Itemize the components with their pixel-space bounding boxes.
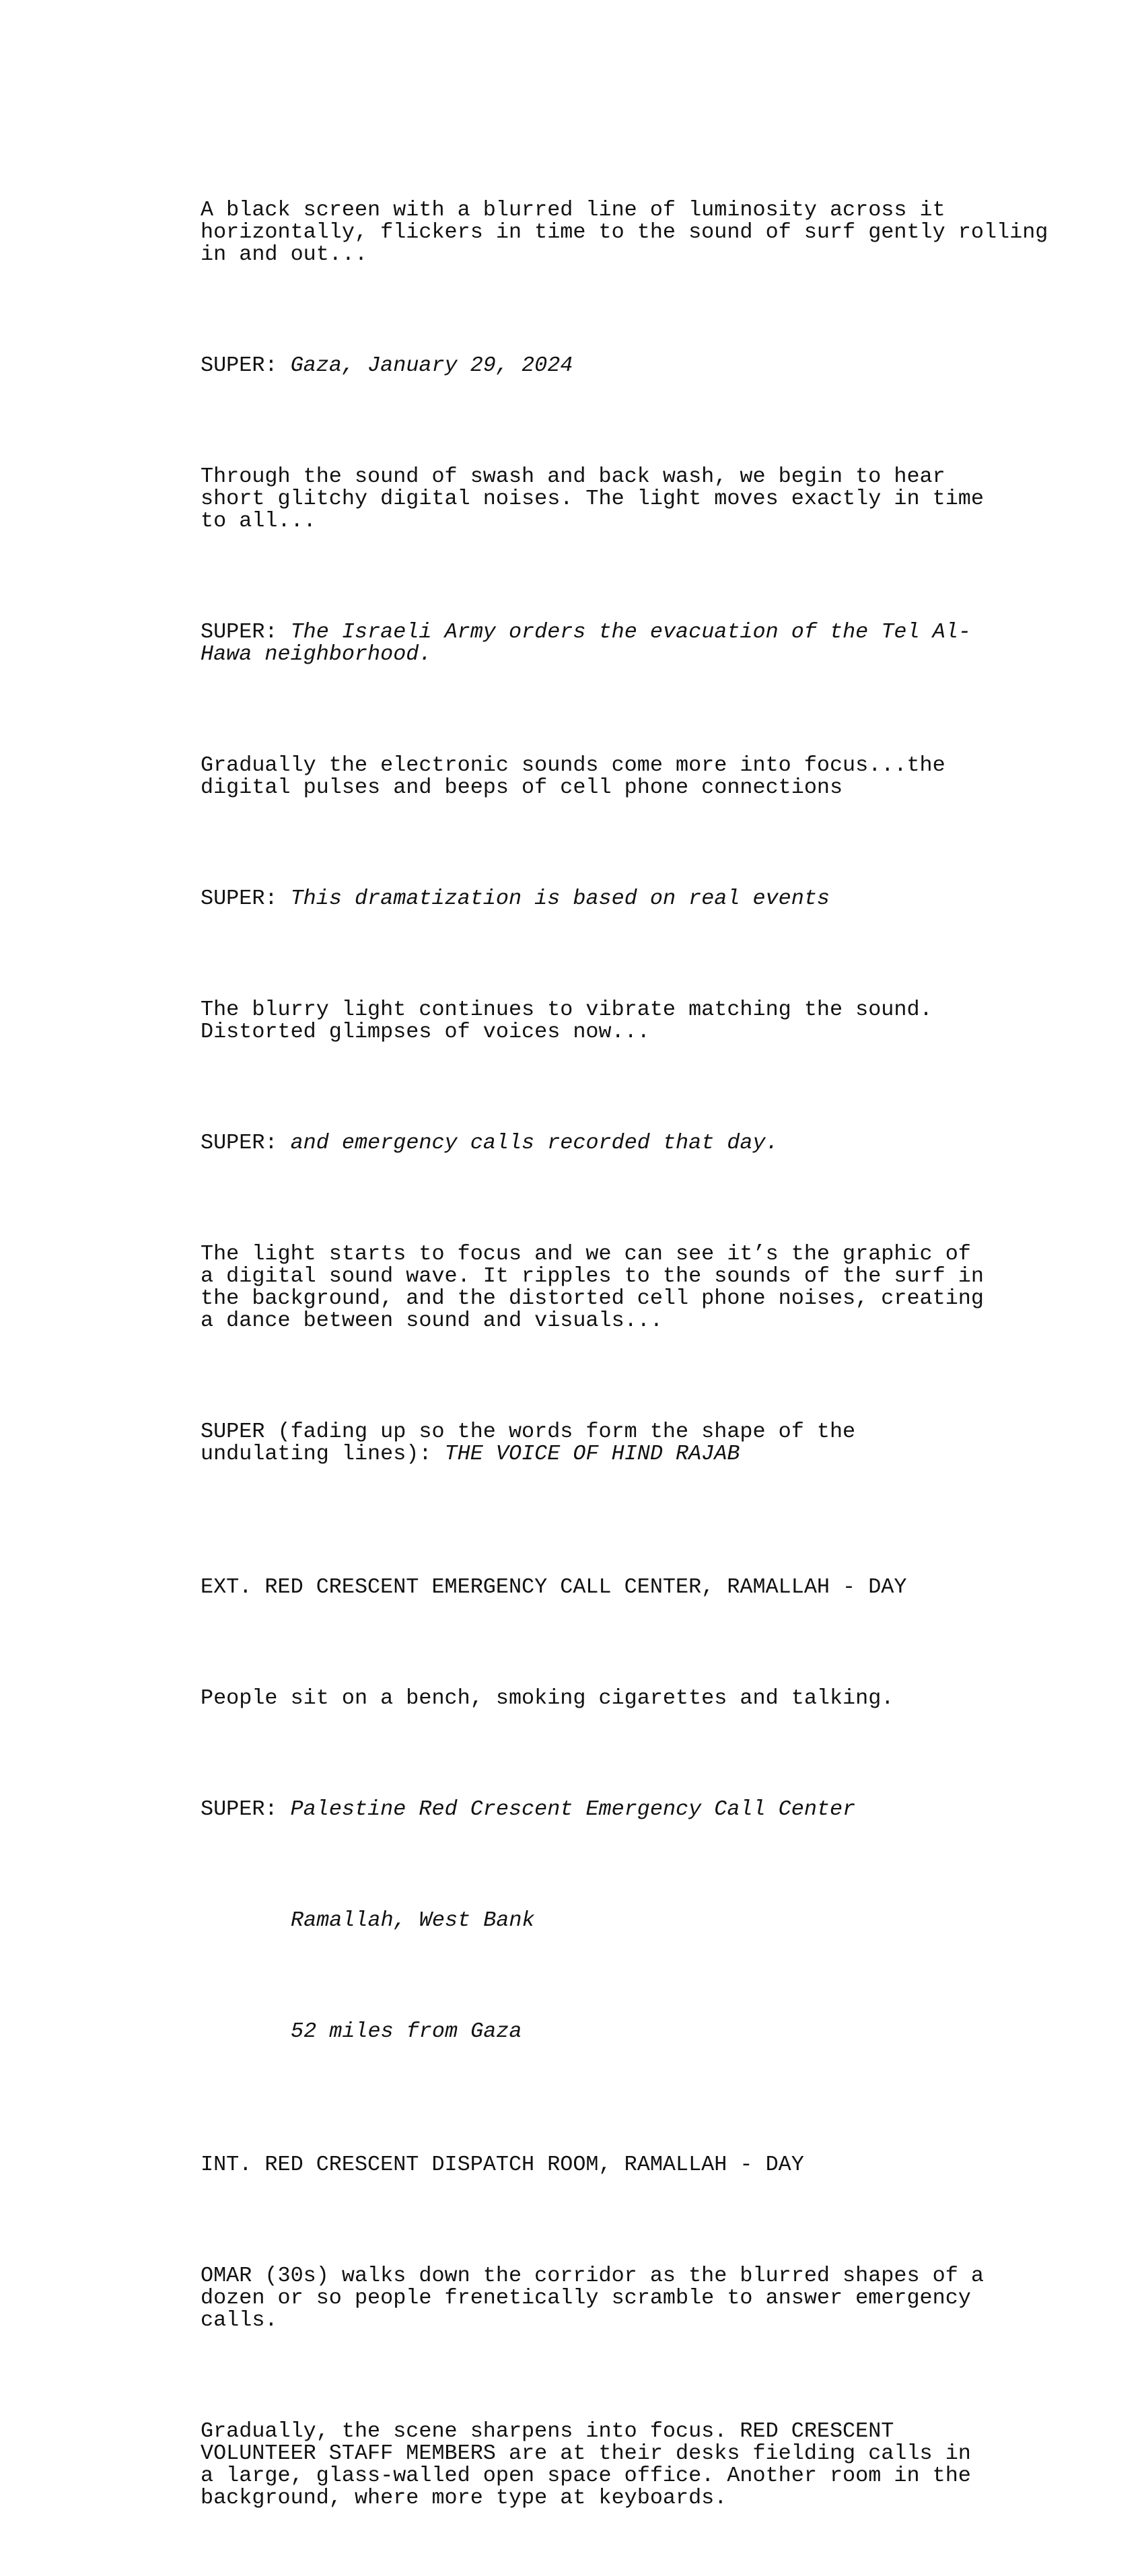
super-caption [201,1799,1075,1821]
super-continuation: 52 miles from Gaza [291,2019,522,2044]
screenplay-page [201,133,1075,2576]
super-text: Palestine Red Crescent Emergency Call Center [290,1797,856,1821]
scene-heading: EXT. RED CRESCENT EMERGENCY CALL CENTER, RAMALLAH - DAY [201,1575,907,1599]
text-line: Through the sound of swash and back wash, we begin to hear [201,464,945,489]
super-caption [201,355,1075,377]
text-line: a digital sound wave. It ripples to the sounds of the surf in [201,1264,984,1288]
super-text: This dramatization is based on real events [290,886,830,911]
film-title: THE VOICE OF HIND RAJAB [444,1442,740,1466]
text-line: a dance between sound and visuals... [201,1309,663,1333]
super-label: SUPER: [201,1797,278,1821]
text-line: dozen or so people frenetically scramble to answer emergency [201,2286,971,2310]
action-paragraph [201,755,1075,799]
super-text: Gaza, January 29, 2024 [290,353,573,378]
super-caption [201,621,1075,666]
text-line: VOLUNTEER STAFF MEMBERS are at their desks fielding calls in [201,2441,971,2466]
action-paragraph [201,199,1075,266]
action-paragraph [201,1243,1075,1332]
super-caption [201,888,1075,910]
action-paragraph [201,2421,1075,2509]
text-line: The blurry light continues to vibrate matching the sound. [201,998,933,1022]
text-line: horizontally, flickers in time to the sound of surf gently rolling [201,220,1048,244]
text-line: a large, glass-walled open space office. Another room in the [201,2464,971,2488]
text-line: Gradually the electronic sounds come more into focus...the [201,753,945,777]
text-line: digital pulses and beeps of cell phone connections [201,775,843,800]
text-line: The light starts to focus and we can see it’s the graphic of [201,1242,971,1266]
text-line: Distorted glimpses of voices now... [201,1020,650,1044]
super-label: SUPER: [201,620,278,644]
text-line: People sit on a bench, smoking cigarettes and talking. [201,1686,894,1710]
title-super [201,1421,1075,1465]
super-label: SUPER: [201,886,278,911]
super-continuation: Ramallah, West Bank [291,1908,535,1933]
text-line: calls. [201,2308,278,2332]
text-line: short glitchy digital noises. The light moves exactly in time [201,487,984,511]
text-line: SUPER (fading up so the words form the shape of the [201,1420,856,1444]
text-line: to all... [201,509,316,533]
text-line: undulating lines): [201,1442,445,1466]
super-label: SUPER: [201,1131,278,1155]
super-text: Hawa neighborhood. [201,642,432,666]
super-label: SUPER: [201,353,278,378]
super-text: and emergency calls recorded that day. [290,1131,779,1155]
text-line: Gradually, the scene sharpens into focus. RED CRESCENT [201,2419,894,2443]
text-line: in and out... [201,242,368,267]
action-paragraph [201,2265,1075,2332]
text-line: background, where more type at keyboards. [201,2486,727,2510]
text-line: A black screen with a blurred line of luminosity across it [201,198,945,222]
text-line: the background, and the distorted cell phone noises, creating [201,1286,984,1311]
action-paragraph [201,466,1075,532]
super-caption [201,1132,1075,1154]
text-line: OMAR (30s) walks down the corridor as the blurred shapes of a [201,2264,984,2288]
action-paragraph [201,999,1075,1043]
action-paragraph [201,1687,1075,1710]
super-text: The Israeli Army orders the evacuation of the Tel Al- [290,620,971,644]
scene-heading: INT. RED CRESCENT DISPATCH ROOM, RAMALLAH - DAY [201,2153,804,2177]
